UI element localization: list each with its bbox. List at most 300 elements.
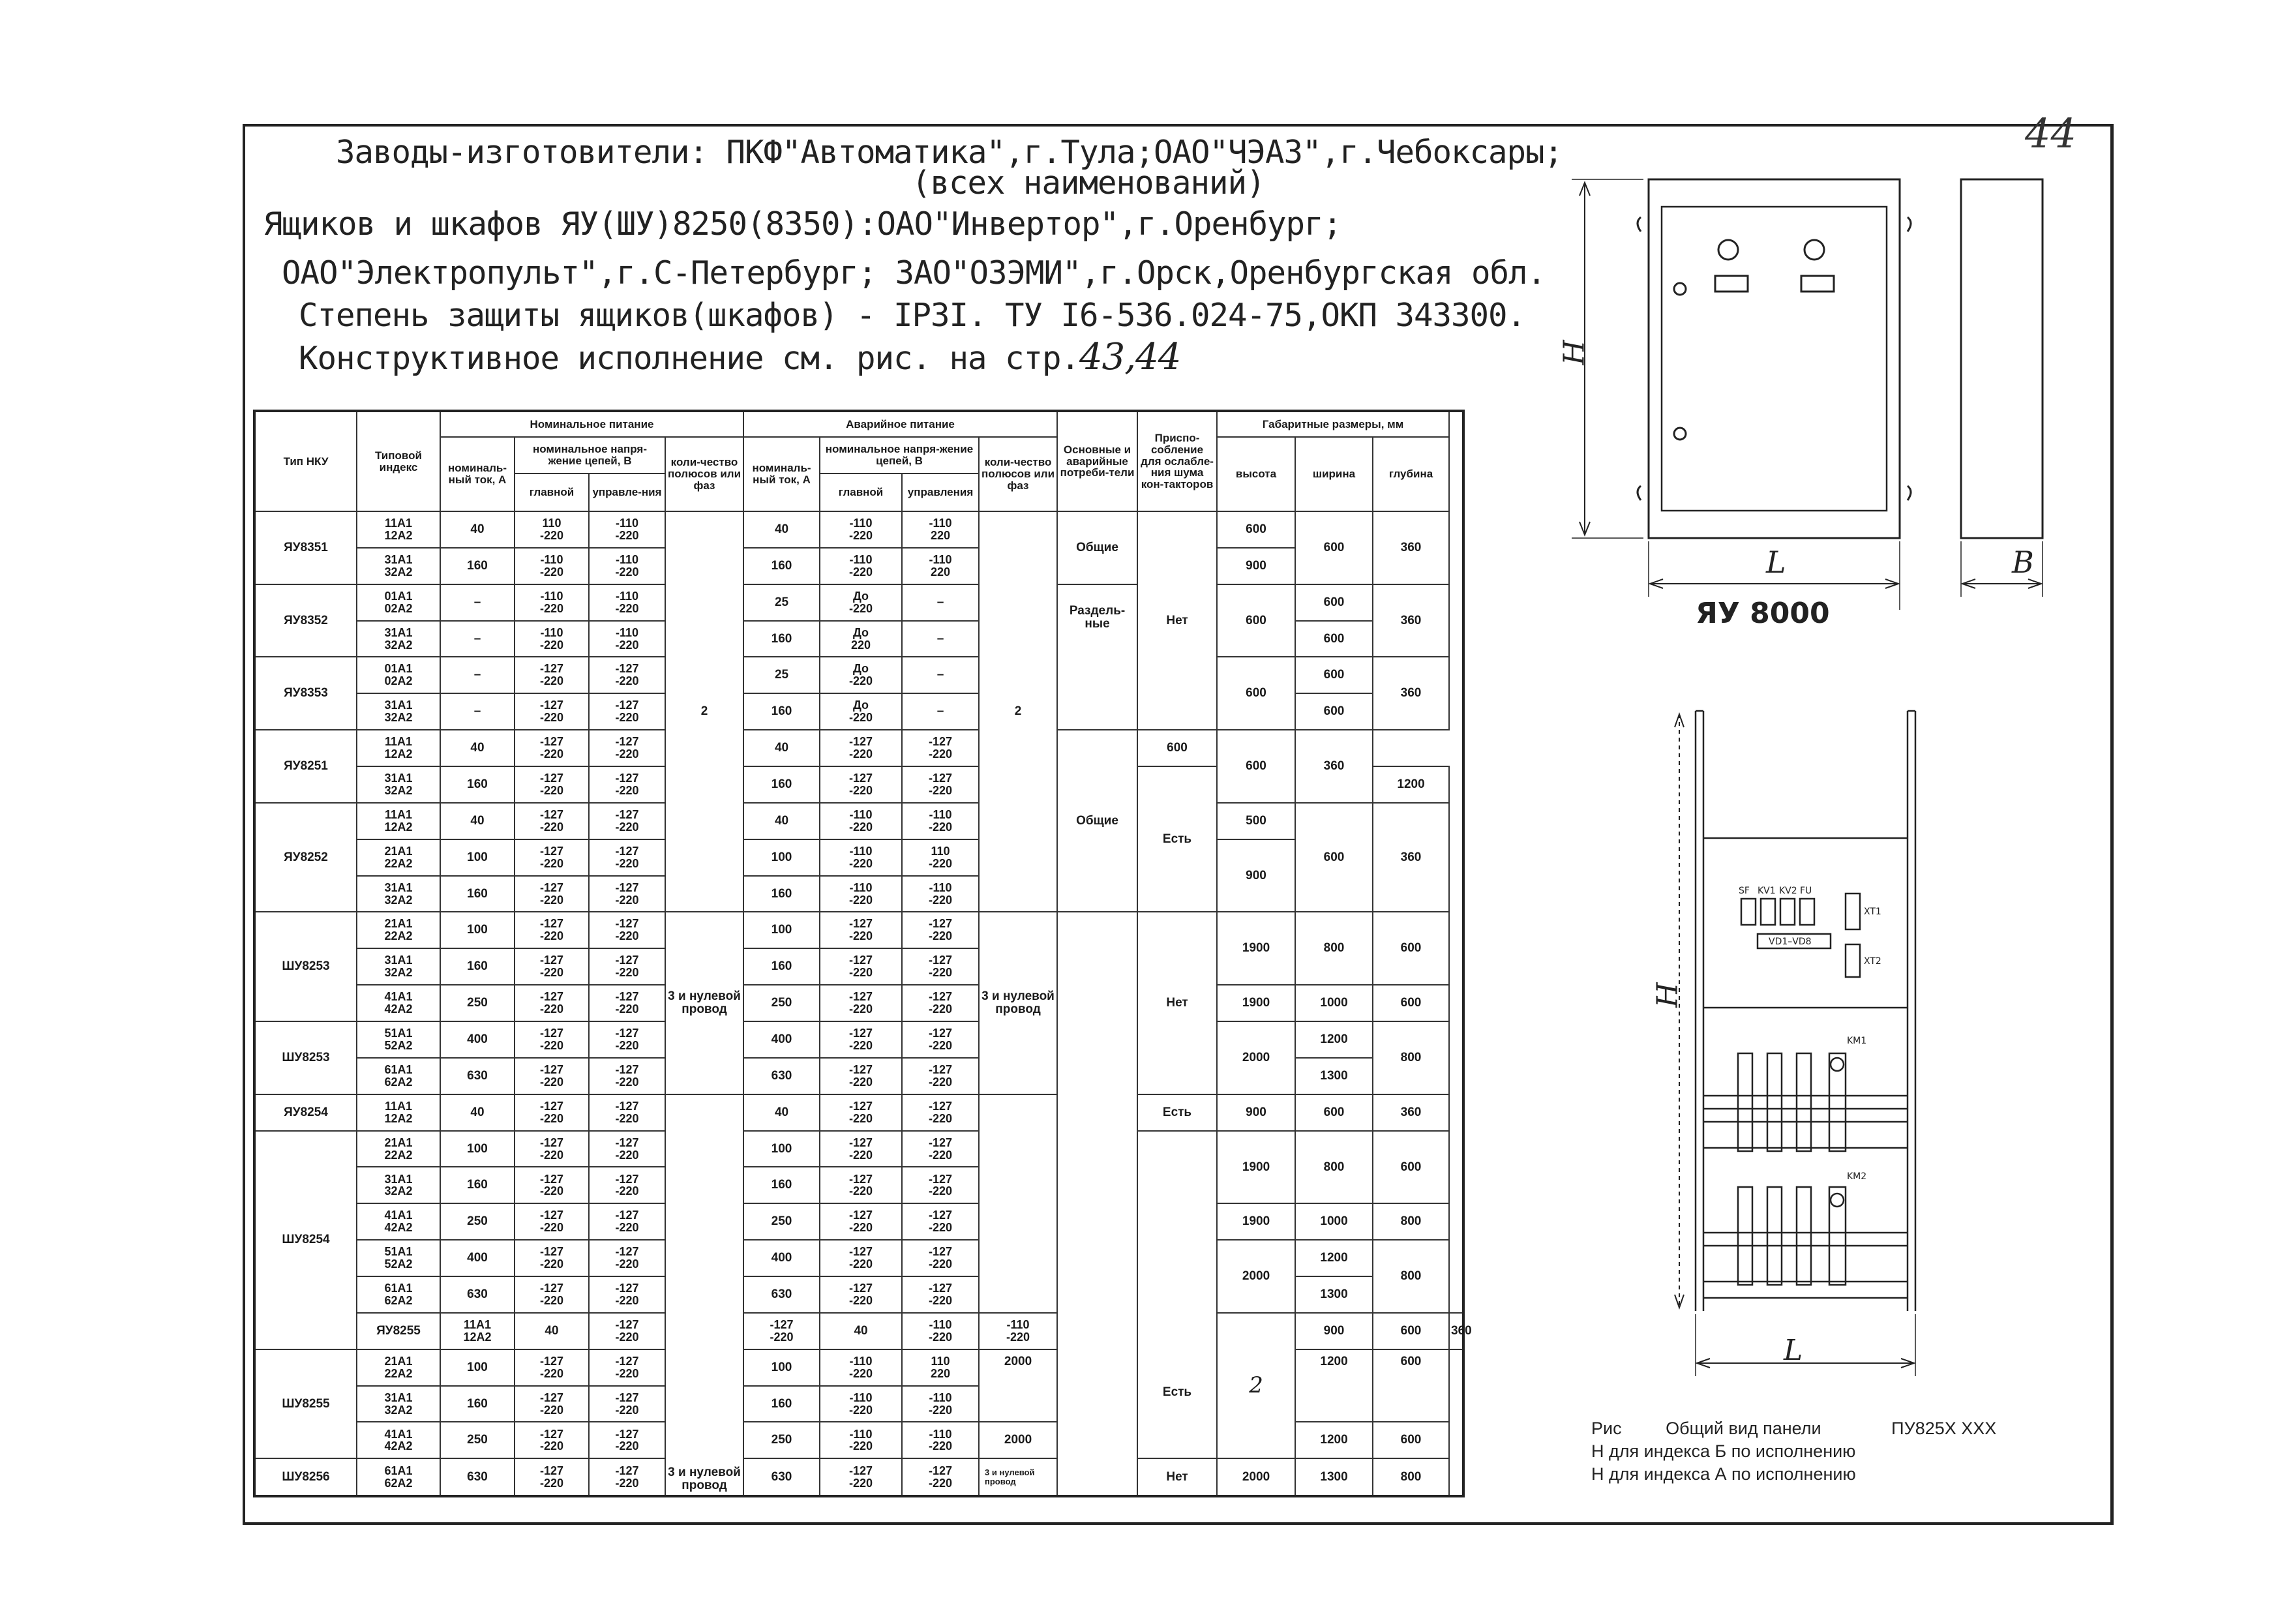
cell-width: 600 bbox=[1295, 693, 1373, 730]
cell-e-control: -110 -220 bbox=[902, 1422, 979, 1458]
cell-control: -110 -220 bbox=[589, 548, 665, 584]
cell-height: 600 bbox=[1217, 584, 1295, 657]
cell-e-main: -127 -220 bbox=[820, 1021, 902, 1058]
cell-current: 250 bbox=[440, 1422, 515, 1458]
cell-height: 1200 bbox=[1373, 766, 1449, 803]
cell-e-current: 160 bbox=[743, 766, 820, 803]
figure-caption-line-3: Н для индекса А по исполнению bbox=[1591, 1464, 1856, 1484]
th-e-control: управления bbox=[902, 474, 979, 511]
dim-b-label: B bbox=[2012, 545, 2034, 580]
cell-e-control: -110 220 bbox=[902, 511, 979, 548]
cell-height: 2000 bbox=[1217, 1458, 1295, 1496]
th-voltage: номинальное напря-жение цепей, В bbox=[515, 437, 665, 474]
cell-e-control: -110 -220 bbox=[902, 876, 979, 912]
cell-e-main: -127 -220 bbox=[820, 985, 902, 1021]
cell-e-main: До -220 bbox=[820, 584, 902, 621]
cell-depth: 800 bbox=[1373, 1240, 1449, 1313]
cell-height: 1900 bbox=[1217, 1131, 1295, 1204]
table-row bbox=[254, 730, 1463, 766]
cell-e-control: 110 -220 bbox=[902, 839, 979, 876]
cell-e-control: – bbox=[902, 657, 979, 693]
cell-index: 01А1 02А2 bbox=[357, 657, 440, 693]
cell-control: -127 -220 bbox=[589, 1240, 665, 1276]
cell-e-main: -127 -220 bbox=[820, 912, 902, 948]
cell-width: 800 bbox=[1295, 1131, 1373, 1204]
cell-main: -127 -220 bbox=[515, 1349, 589, 1386]
cell-index: 31А1 32А2 bbox=[357, 766, 440, 803]
cell-control: -127 -220 bbox=[589, 1349, 665, 1386]
cell-current: 400 bbox=[440, 1021, 515, 1058]
cell-index: 31А1 32А2 bbox=[357, 876, 440, 912]
cell-current: 160 bbox=[440, 948, 515, 985]
cell-depth: 600 bbox=[1373, 1422, 1449, 1458]
cell-e-main: -127 -220 bbox=[820, 1058, 902, 1094]
cell-index: 21А1 22А2 bbox=[357, 839, 440, 876]
cell-e-main: -110 -220 bbox=[820, 803, 902, 839]
cell-depth: 600 bbox=[1373, 912, 1449, 985]
cell-index: 11А1 12А2 bbox=[357, 803, 440, 839]
cell-current: 630 bbox=[440, 1276, 515, 1313]
cabinet-door bbox=[1662, 207, 1887, 511]
cell-current: – bbox=[440, 693, 515, 730]
cell-index: 21А1 22А2 bbox=[357, 1131, 440, 1167]
cell-e-current: 160 bbox=[743, 693, 820, 730]
cell-control: -127 -220 bbox=[589, 1422, 665, 1458]
panel-drawing bbox=[1656, 704, 1956, 1389]
cell-height: 2000 bbox=[1217, 1021, 1295, 1094]
cell-main: -127 -220 bbox=[515, 1458, 589, 1496]
cell-e-main: -110 -220 bbox=[820, 1386, 902, 1422]
cell-control: -127 -220 bbox=[589, 839, 665, 876]
cell-width: 1200 bbox=[1295, 1349, 1373, 1422]
cell-main: -110 -220 bbox=[515, 548, 589, 584]
table-row bbox=[254, 1131, 1463, 1167]
km1-coil-icon bbox=[1831, 1058, 1844, 1071]
cell-device: Нет bbox=[1137, 1458, 1217, 1496]
cell-e-control: -127 -220 bbox=[902, 985, 979, 1021]
cell-current: 160 bbox=[440, 876, 515, 912]
th-height: высота bbox=[1217, 437, 1295, 511]
cell-depth: 360 bbox=[1373, 1094, 1449, 1131]
cell-current: 160 bbox=[440, 548, 515, 584]
cell-index: 61А1 62А2 bbox=[357, 1058, 440, 1094]
cell-current: 630 bbox=[440, 1458, 515, 1496]
dim-l-label: L bbox=[1766, 545, 1786, 580]
th-emergency: Аварийное питание bbox=[743, 411, 1057, 437]
cell-e-control: -127 -220 bbox=[902, 1167, 979, 1203]
cell-index: 11А1 12А2 bbox=[357, 1094, 440, 1131]
cell-type: ЯУ8252 bbox=[254, 803, 357, 912]
table-row bbox=[254, 1203, 1463, 1240]
cell-width: 600 bbox=[1295, 621, 1373, 657]
cell-e-current: 25 bbox=[743, 584, 820, 621]
cell-current: – bbox=[440, 584, 515, 621]
cell-control: -127 -220 bbox=[589, 1203, 665, 1240]
km2-coil-icon bbox=[1831, 1194, 1844, 1207]
cell-e-current: 160 bbox=[743, 621, 820, 657]
cell-index: 31А1 32А2 bbox=[357, 693, 440, 730]
header-line-1: Заводы-изготовители: ПКФ"Автоматика",г.Тула;ОАО"ЧЭАЗ",г.Чебоксары; bbox=[336, 134, 1563, 171]
label-kv1: KV1 bbox=[1758, 886, 1776, 896]
panel-dim-l-label: L bbox=[1784, 1334, 1803, 1367]
cell-control: -127 -220 bbox=[589, 693, 665, 730]
cell-device: Есть bbox=[1137, 766, 1217, 912]
cell-main: -110 -220 bbox=[515, 584, 589, 621]
cell-depth: 360 bbox=[1449, 1313, 1463, 1349]
cell-current: 100 bbox=[440, 1131, 515, 1167]
label-fu: FU bbox=[1800, 886, 1812, 896]
th-device: Приспо-собление для ослабле-ния шума кон-такторов bbox=[1137, 411, 1217, 511]
cell-depth: 360 bbox=[1295, 730, 1373, 803]
cell-control: -127 -220 bbox=[589, 912, 665, 948]
cell-main: -127 -220 bbox=[515, 876, 589, 912]
cell-e-main: До -220 bbox=[820, 693, 902, 730]
cell-e-control: -110 -220 bbox=[902, 1386, 979, 1422]
th-current: номиналь-ный ток, А bbox=[440, 437, 515, 511]
cell-index: 51А1 52А2 bbox=[357, 1021, 440, 1058]
cell-e-main: -127 -220 bbox=[820, 730, 902, 766]
cell-e-control: -127 -220 bbox=[902, 1021, 979, 1058]
cell-e-control: -127 -220 bbox=[902, 1058, 979, 1094]
cell-height: 600 bbox=[1217, 511, 1295, 548]
cell-e-current: 250 bbox=[743, 1422, 820, 1458]
cell-e-control: – bbox=[902, 621, 979, 657]
th-dims: Габаритные размеры, мм bbox=[1217, 411, 1449, 437]
table-row bbox=[254, 548, 1463, 584]
cell-e-current: 250 bbox=[743, 1203, 820, 1240]
cell-width: 600 bbox=[1295, 511, 1373, 584]
cell-e-control: -127 -220 bbox=[902, 730, 979, 766]
cell-control: -127 -220 bbox=[589, 1094, 665, 1131]
cell-current: 40 bbox=[440, 803, 515, 839]
caption-fig: Рис bbox=[1591, 1419, 1622, 1438]
cell-e-control: -127 -220 bbox=[902, 766, 979, 803]
cell-current: 160 bbox=[440, 1167, 515, 1203]
table-row bbox=[254, 1094, 1463, 1131]
cell-type: ЯУ8254 bbox=[254, 1094, 357, 1131]
table-row bbox=[254, 985, 1463, 1021]
cell-current: 630 bbox=[440, 1058, 515, 1094]
cell-e-poles: 2 bbox=[1217, 1313, 1295, 1458]
table-row bbox=[254, 1240, 1463, 1276]
cell-e-main: -127 -220 bbox=[820, 1167, 902, 1203]
cell-current: 400 bbox=[440, 1240, 515, 1276]
cell-main: -127 -220 bbox=[515, 1094, 589, 1131]
cell-width: 1200 bbox=[1295, 1422, 1373, 1458]
cell-e-poles: 3 и нулевой провод bbox=[979, 1458, 1057, 1496]
th-consumers: Основные и аварийные потреби-тели bbox=[1057, 411, 1137, 511]
cell-type: ЯУ8353 bbox=[254, 657, 357, 730]
cell-e-current: 40 bbox=[743, 803, 820, 839]
cell-depth: 800 bbox=[1373, 1458, 1449, 1496]
cell-e-control: -127 -220 bbox=[902, 912, 979, 948]
cell-current: 160 bbox=[440, 1386, 515, 1422]
cell-poles: 3 и нулевой провод bbox=[665, 912, 743, 1094]
cell-control: -110 -220 bbox=[589, 621, 665, 657]
th-index: Типовой индекс bbox=[357, 411, 440, 511]
cell-e-current: 40 bbox=[820, 1313, 902, 1349]
cell-width: 600 bbox=[1295, 584, 1373, 621]
table-row bbox=[254, 511, 1463, 548]
cell-width: 1200 bbox=[1295, 1021, 1373, 1058]
cell-index: 31А1 32А2 bbox=[357, 1167, 440, 1203]
cell-e-current: 100 bbox=[743, 1131, 820, 1167]
cell-e-current: 40 bbox=[743, 511, 820, 548]
th-e-voltage: номинальное напря-жение цепей, В bbox=[820, 437, 979, 474]
cell-current: 250 bbox=[440, 1203, 515, 1240]
cell-e-main: -110 -220 bbox=[820, 511, 902, 548]
cell-main: -127 -220 bbox=[515, 803, 589, 839]
th-width: ширина bbox=[1295, 437, 1373, 511]
cell-index: 01А1 02А2 bbox=[357, 584, 440, 621]
figure-caption-line-2: Н для индекса Б по исполнению bbox=[1591, 1441, 1856, 1461]
cell-control: -127 -220 bbox=[589, 948, 665, 985]
cell-type: ШУ8253 bbox=[254, 912, 357, 1021]
cell-e-main: -127 -220 bbox=[820, 1276, 902, 1313]
cell-control: -110 -220 bbox=[589, 511, 665, 548]
label-kv2: KV2 bbox=[1779, 886, 1797, 896]
cell-control: -127 -220 bbox=[589, 766, 665, 803]
switch-right-icon bbox=[1801, 276, 1834, 292]
th-nominal: Номинальное питание bbox=[440, 411, 743, 437]
cell-consumers: Общие bbox=[1057, 511, 1137, 584]
cell-current: 40 bbox=[440, 730, 515, 766]
cell-index: 61А1 62А2 bbox=[357, 1458, 440, 1496]
cell-index: 31А1 32А2 bbox=[357, 948, 440, 985]
label-sf: SF bbox=[1739, 886, 1750, 896]
lock-bottom-icon bbox=[1674, 428, 1686, 440]
cell-index: 31А1 32А2 bbox=[357, 548, 440, 584]
cell-width: 600 bbox=[1373, 1313, 1449, 1349]
cell-depth: 800 bbox=[1373, 1021, 1449, 1094]
header-line-2: (всех наименований) bbox=[912, 164, 1265, 202]
cell-current: 100 bbox=[440, 1349, 515, 1386]
th-poles: коли-чество полюсов или фаз bbox=[665, 437, 743, 511]
cell-e-control: -110 -220 bbox=[902, 803, 979, 839]
cell-depth: 360 bbox=[1373, 803, 1449, 912]
cell-height: 600 bbox=[1137, 730, 1217, 766]
table-row bbox=[254, 1021, 1463, 1058]
cell-current: 40 bbox=[440, 511, 515, 548]
cell-height: 2000 bbox=[1217, 1240, 1295, 1313]
cell-main: 110 -220 bbox=[515, 511, 589, 548]
th-main: главной bbox=[515, 474, 589, 511]
cell-current: 40 bbox=[440, 1094, 515, 1131]
cell-type: ЯУ8352 bbox=[254, 584, 357, 657]
cell-current: 100 bbox=[440, 912, 515, 948]
cell-depth: 600 bbox=[1373, 985, 1449, 1021]
table-row bbox=[254, 584, 1463, 621]
cell-index: 11А1 12А2 bbox=[357, 511, 440, 548]
cell-e-control: -127 -220 bbox=[902, 948, 979, 985]
cell-consumers bbox=[1057, 912, 1137, 1496]
cell-width: 1300 bbox=[1295, 1058, 1373, 1094]
lamp-left-icon bbox=[1718, 240, 1738, 260]
cell-width: 1300 bbox=[1295, 1276, 1373, 1313]
cell-e-current: 160 bbox=[743, 948, 820, 985]
cell-main: -127 -220 bbox=[515, 1386, 589, 1422]
th-control: управле-ния bbox=[589, 474, 665, 511]
cell-depth: 360 bbox=[1373, 584, 1449, 657]
cell-e-control: -110 -220 bbox=[979, 1313, 1057, 1349]
cell-height: 1900 bbox=[1217, 1203, 1295, 1240]
label-km2: KM2 bbox=[1847, 1171, 1867, 1182]
cell-type: ШУ8253 bbox=[254, 1021, 357, 1094]
cell-control: -127 -220 bbox=[589, 803, 665, 839]
cell-index: 31А1 32А2 bbox=[357, 621, 440, 657]
cell-e-current: 400 bbox=[743, 1021, 820, 1058]
cell-depth: 600 bbox=[1373, 1349, 1449, 1422]
cell-current: – bbox=[440, 657, 515, 693]
cell-e-current: 100 bbox=[743, 912, 820, 948]
cell-width: 1000 bbox=[1295, 1203, 1373, 1240]
cell-main: -127 -220 bbox=[515, 839, 589, 876]
table-row bbox=[254, 1458, 1463, 1496]
cell-main: -127 -220 bbox=[515, 730, 589, 766]
cell-control: -110 -220 bbox=[589, 584, 665, 621]
header-line-3: Ящиков и шкафов ЯУ(ШУ)8250(8350):ОАО"Инвертор",г.Оренбург; bbox=[263, 205, 1342, 243]
header-line-6-text: Конструктивное исполнение см. рис. на стр. bbox=[299, 340, 1080, 377]
cell-height: 900 bbox=[1295, 1313, 1373, 1349]
cell-width: 1200 bbox=[1295, 1240, 1373, 1276]
cell-height: 900 bbox=[1217, 1094, 1295, 1131]
cell-e-current: 250 bbox=[743, 985, 820, 1021]
cell-e-main: -127 -220 bbox=[820, 1203, 902, 1240]
cell-width: 600 bbox=[1295, 803, 1373, 912]
cell-e-poles: 2 bbox=[979, 511, 1057, 912]
header-line-4: ОАО"Электропульт",г.С-Петербург; ЗАО"ОЗЭМИ",г.Орск,Оренбургская обл. bbox=[282, 254, 1546, 292]
cell-e-main: До -220 bbox=[820, 657, 902, 693]
cell-current: 250 bbox=[440, 985, 515, 1021]
spec-table bbox=[253, 410, 1472, 1497]
cell-e-main: -127 -220 bbox=[820, 1240, 902, 1276]
cell-height: 600 bbox=[1217, 657, 1295, 730]
cell-e-main: -110 -220 bbox=[820, 548, 902, 584]
cell-width: 1300 bbox=[1295, 1458, 1373, 1496]
table-row bbox=[254, 912, 1463, 948]
cell-control: -127 -220 bbox=[589, 876, 665, 912]
cell-type: ЯУ8351 bbox=[254, 511, 357, 584]
cell-e-main: До 220 bbox=[820, 621, 902, 657]
cell-control: -127 -220 bbox=[589, 985, 665, 1021]
cell-main: -127 -220 bbox=[515, 657, 589, 693]
th-e-main: главной bbox=[820, 474, 902, 511]
cell-height: 2000 bbox=[979, 1349, 1057, 1422]
cell-e-current: 160 bbox=[743, 876, 820, 912]
lamp-right-icon bbox=[1804, 240, 1824, 260]
cell-main: -127 -220 bbox=[515, 1021, 589, 1058]
cell-e-current: 25 bbox=[743, 657, 820, 693]
panel-dim-h-label: H bbox=[1651, 982, 1685, 1008]
cell-depth: 360 bbox=[1373, 657, 1449, 730]
cell-e-main: -110 -220 bbox=[820, 876, 902, 912]
header-line-6 bbox=[299, 336, 1180, 378]
page-number: 44 bbox=[2025, 110, 2076, 157]
cell-main: -127 -220 bbox=[515, 1167, 589, 1203]
cell-consumers: Раздель-ные bbox=[1057, 584, 1137, 730]
cell-e-main: -127 -220 bbox=[820, 948, 902, 985]
th-e-current: номиналь-ный ток, А bbox=[743, 437, 820, 511]
cell-current: – bbox=[440, 621, 515, 657]
cell-width: 600 bbox=[1295, 1094, 1373, 1131]
cell-main: -127 -220 bbox=[515, 693, 589, 730]
cell-e-main: -127 -220 bbox=[820, 1094, 902, 1131]
cell-control: -127 -220 bbox=[589, 1058, 665, 1094]
cell-e-current: 630 bbox=[743, 1458, 820, 1496]
cell-e-current: 160 bbox=[743, 1167, 820, 1203]
cell-main: -127 -220 bbox=[515, 1276, 589, 1313]
cell-depth: 360 bbox=[1373, 511, 1449, 584]
cell-main: -127 -220 bbox=[515, 1422, 589, 1458]
cell-main: -127 -220 bbox=[515, 912, 589, 948]
cell-consumers: Общие bbox=[1057, 730, 1137, 912]
cell-e-current: 400 bbox=[743, 1240, 820, 1276]
cell-index: 11А1 12А2 bbox=[440, 1313, 515, 1349]
cell-control: -127 -220 bbox=[743, 1313, 820, 1349]
cell-control: -127 -220 bbox=[589, 1167, 665, 1203]
cell-type: ЯУ8251 bbox=[254, 730, 357, 803]
caption-model: ПУ825Х ХХХ bbox=[1891, 1419, 1997, 1438]
cell-e-poles: 3 и нулевой провод bbox=[979, 912, 1057, 1094]
th-depth: глубина bbox=[1373, 437, 1449, 511]
cell-control: -127 -220 bbox=[589, 730, 665, 766]
cell-height: 1900 bbox=[1217, 985, 1295, 1021]
cell-index: 11А1 12А2 bbox=[357, 730, 440, 766]
table-row bbox=[254, 803, 1463, 839]
header-line-6-pages: 43,44 bbox=[1079, 336, 1181, 378]
cell-index: 41А1 42А2 bbox=[357, 1422, 440, 1458]
cell-poles: 3 и нулевой провод bbox=[665, 1094, 743, 1496]
cell-e-control: -127 -220 bbox=[902, 1094, 979, 1131]
cell-index: 21А1 22А2 bbox=[357, 912, 440, 948]
cell-main: -127 -220 bbox=[515, 766, 589, 803]
table-row bbox=[254, 1313, 1463, 1349]
cell-e-current: 100 bbox=[743, 839, 820, 876]
cell-main: -127 -220 bbox=[515, 1203, 589, 1240]
cell-e-control: -127 -220 bbox=[902, 1276, 979, 1313]
label-xt1: XT1 bbox=[1864, 907, 1881, 917]
cell-e-current: 160 bbox=[743, 1386, 820, 1422]
cell-index: 61А1 62А2 bbox=[357, 1276, 440, 1313]
cell-e-control: – bbox=[902, 693, 979, 730]
figure-caption-line-1 bbox=[1591, 1419, 1996, 1439]
cell-current: 160 bbox=[440, 766, 515, 803]
cell-type: ШУ8254 bbox=[254, 1131, 357, 1349]
cell-type: ЯУ8255 bbox=[357, 1313, 440, 1349]
cell-e-main: -110 -220 bbox=[820, 1422, 902, 1458]
cell-control: -127 -220 bbox=[589, 657, 665, 693]
cell-device: Нет bbox=[1137, 912, 1217, 1094]
cell-width: 600 bbox=[1295, 657, 1373, 693]
cell-height: 500 bbox=[1217, 803, 1295, 839]
cell-e-main: -110 -220 bbox=[820, 839, 902, 876]
cell-index: 41А1 42А2 bbox=[357, 1203, 440, 1240]
cell-depth: 600 bbox=[1373, 1131, 1449, 1204]
cell-e-control: -127 -220 bbox=[902, 1458, 979, 1496]
cell-control: -127 -220 bbox=[589, 1458, 665, 1496]
cell-index: 21А1 22А2 bbox=[357, 1349, 440, 1386]
label-km1: KM1 bbox=[1847, 1036, 1867, 1046]
cell-device: Есть bbox=[1137, 1131, 1217, 1459]
cell-main: -127 -220 bbox=[515, 985, 589, 1021]
cell-index: 51А1 52А2 bbox=[357, 1240, 440, 1276]
cabinet-front-outline bbox=[1649, 179, 1900, 538]
cell-poles: 2 bbox=[665, 511, 743, 912]
header-line-5: Степень защиты ящиков(шкафов) - IP3I. ТУ I6-536.024-75,ОКП 343300. bbox=[299, 297, 1526, 334]
cell-index: 31А1 32А2 bbox=[357, 1386, 440, 1422]
cell-height: 2000 bbox=[979, 1422, 1057, 1458]
dim-h-label: H bbox=[1557, 340, 1591, 365]
